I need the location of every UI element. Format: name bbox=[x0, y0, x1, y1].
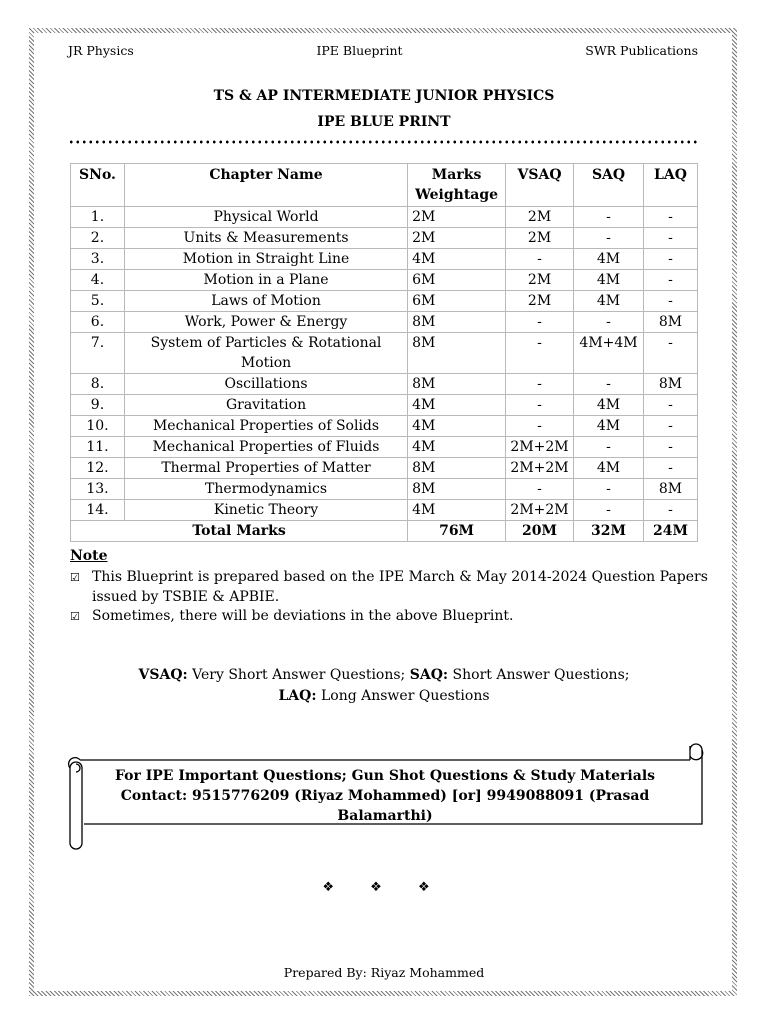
cell-marks: 4M bbox=[408, 416, 506, 437]
contact-line-2: Contact: 9515776209 (Riyaz Mohammed) [or] 9949088091 (Prasad Balamarthi) bbox=[120, 788, 650, 824]
cell-laq: - bbox=[644, 395, 698, 416]
cell-sno: 7. bbox=[71, 333, 125, 374]
cell-sno: 8. bbox=[71, 374, 125, 395]
cell-laq: 8M bbox=[644, 479, 698, 500]
table-row bbox=[71, 312, 698, 333]
cell-chapter: Laws of Motion bbox=[124, 291, 407, 312]
vsaq-label: VSAQ: bbox=[138, 667, 188, 683]
cell-vsaq: 2M bbox=[506, 228, 574, 249]
cell-laq: - bbox=[644, 228, 698, 249]
total-saq: 32M bbox=[574, 521, 644, 542]
table-row bbox=[71, 291, 698, 312]
cell-chapter: Units & Measurements bbox=[124, 228, 407, 249]
cell-vsaq: - bbox=[506, 312, 574, 333]
cell-chapter: Physical World bbox=[124, 207, 407, 228]
total-laq: 24M bbox=[644, 521, 698, 542]
cell-vsaq: - bbox=[506, 249, 574, 270]
cell-sno: 2. bbox=[71, 228, 125, 249]
cell-chapter: Work, Power & Energy bbox=[124, 312, 407, 333]
cell-sno: 11. bbox=[71, 437, 125, 458]
prepared-by: Prepared By: Riyaz Mohammed bbox=[283, 965, 485, 980]
note-text: Sometimes, there will be deviations in the above Blueprint. bbox=[92, 608, 514, 624]
note-heading: Note bbox=[70, 548, 108, 564]
table-row bbox=[71, 416, 698, 437]
cell-laq: - bbox=[644, 207, 698, 228]
cell-sno: 1. bbox=[71, 207, 125, 228]
cell-marks: 6M bbox=[408, 270, 506, 291]
cell-vsaq: - bbox=[506, 395, 574, 416]
table-row bbox=[71, 437, 698, 458]
cell-chapter: Motion in a Plane bbox=[124, 270, 407, 291]
table-body bbox=[71, 207, 698, 521]
saq-text: Short Answer Questions; bbox=[448, 667, 630, 683]
ornament-diamonds: ❖ ❖ ❖ bbox=[322, 880, 446, 895]
cell-chapter: System of Particles & Rotational Motion bbox=[124, 333, 407, 374]
cell-marks: 2M bbox=[408, 228, 506, 249]
table-row bbox=[71, 374, 698, 395]
note-item bbox=[70, 607, 710, 627]
cell-sno: 13. bbox=[71, 479, 125, 500]
header-right: SWR Publications bbox=[585, 43, 698, 58]
abbreviation-line-1 bbox=[0, 665, 768, 686]
cell-saq: 4M bbox=[574, 416, 644, 437]
cell-marks: 8M bbox=[408, 479, 506, 500]
cell-laq: - bbox=[644, 458, 698, 479]
cell-marks: 4M bbox=[408, 249, 506, 270]
cell-vsaq: 2M bbox=[506, 270, 574, 291]
header-center: IPE Blueprint bbox=[316, 43, 403, 58]
running-header bbox=[68, 43, 698, 58]
cell-chapter: Mechanical Properties of Fluids bbox=[124, 437, 407, 458]
cell-laq: - bbox=[644, 416, 698, 437]
abbreviation-line-2 bbox=[0, 686, 768, 707]
cell-marks: 8M bbox=[408, 333, 506, 374]
cell-marks: 8M bbox=[408, 312, 506, 333]
cell-chapter: Mechanical Properties of Solids bbox=[124, 416, 407, 437]
dotted-divider bbox=[68, 140, 700, 144]
cell-saq: - bbox=[574, 312, 644, 333]
cell-vsaq: - bbox=[506, 479, 574, 500]
cell-laq: - bbox=[644, 333, 698, 374]
cell-marks: 8M bbox=[408, 458, 506, 479]
cell-marks: 4M bbox=[408, 437, 506, 458]
cell-laq: - bbox=[644, 270, 698, 291]
cell-saq: 4M bbox=[574, 395, 644, 416]
cell-saq: - bbox=[574, 437, 644, 458]
cell-sno: 4. bbox=[71, 270, 125, 291]
cell-laq: 8M bbox=[644, 312, 698, 333]
cell-laq: - bbox=[644, 500, 698, 521]
cell-chapter: Kinetic Theory bbox=[124, 500, 407, 521]
cell-marks: 4M bbox=[408, 500, 506, 521]
cell-laq: - bbox=[644, 437, 698, 458]
header-left: JR Physics bbox=[68, 43, 134, 58]
contact-line-1: For IPE Important Questions; Gun Shot Questions & Study Materials bbox=[114, 768, 656, 784]
col-header-saq: SAQ bbox=[574, 164, 644, 207]
contact-banner bbox=[100, 766, 670, 826]
document-subtitle: IPE BLUE PRINT bbox=[317, 114, 451, 130]
col-header-marks: Marks Weightage bbox=[408, 164, 506, 207]
cell-chapter: Thermodynamics bbox=[124, 479, 407, 500]
cell-chapter: Motion in Straight Line bbox=[124, 249, 407, 270]
cell-sno: 10. bbox=[71, 416, 125, 437]
cell-vsaq: 2M+2M bbox=[506, 437, 574, 458]
table-row bbox=[71, 395, 698, 416]
checkbox-icon: ☑ bbox=[70, 610, 80, 623]
cell-vsaq: 2M+2M bbox=[506, 458, 574, 479]
table-row bbox=[71, 228, 698, 249]
table-row bbox=[71, 479, 698, 500]
cell-saq: 4M bbox=[574, 270, 644, 291]
note-text: This Blueprint is prepared based on the IPE March & May 2014-2024 Question Papers issued by TSBIE & APBIE. bbox=[92, 569, 708, 605]
cell-vsaq: - bbox=[506, 416, 574, 437]
cell-sno: 14. bbox=[71, 500, 125, 521]
cell-laq: - bbox=[644, 249, 698, 270]
saq-label: SAQ: bbox=[409, 667, 449, 683]
col-header-vsaq: VSAQ bbox=[506, 164, 574, 207]
note-list bbox=[70, 568, 710, 627]
cell-saq: 4M bbox=[574, 249, 644, 270]
cell-saq: 4M bbox=[574, 458, 644, 479]
laq-text: Long Answer Questions bbox=[316, 688, 490, 704]
cell-marks: 8M bbox=[408, 374, 506, 395]
col-header-chapter: Chapter Name bbox=[124, 164, 407, 207]
vsaq-text: Very Short Answer Questions; bbox=[187, 667, 410, 683]
cell-vsaq: 2M bbox=[506, 291, 574, 312]
checkbox-icon: ☑ bbox=[70, 571, 80, 584]
cell-vsaq: 2M bbox=[506, 207, 574, 228]
cell-saq: 4M+4M bbox=[574, 333, 644, 374]
table-row bbox=[71, 333, 698, 374]
cell-chapter: Oscillations bbox=[124, 374, 407, 395]
cell-vsaq: - bbox=[506, 333, 574, 374]
cell-saq: 4M bbox=[574, 291, 644, 312]
total-marks: 76M bbox=[408, 521, 506, 542]
table-header-row bbox=[71, 164, 698, 207]
cell-saq: - bbox=[574, 207, 644, 228]
cell-sno: 9. bbox=[71, 395, 125, 416]
cell-sno: 5. bbox=[71, 291, 125, 312]
total-row bbox=[71, 521, 698, 542]
table-row bbox=[71, 207, 698, 228]
total-vsaq: 20M bbox=[506, 521, 574, 542]
cell-sno: 6. bbox=[71, 312, 125, 333]
cell-sno: 3. bbox=[71, 249, 125, 270]
table-row bbox=[71, 500, 698, 521]
cell-vsaq: - bbox=[506, 374, 574, 395]
blueprint-table bbox=[70, 163, 698, 542]
cell-saq: - bbox=[574, 374, 644, 395]
table-row bbox=[71, 270, 698, 291]
cell-chapter: Gravitation bbox=[124, 395, 407, 416]
total-label: Total Marks bbox=[71, 521, 408, 542]
cell-saq: - bbox=[574, 228, 644, 249]
cell-laq: - bbox=[644, 291, 698, 312]
table-row bbox=[71, 249, 698, 270]
col-header-sno: SNo. bbox=[71, 164, 125, 207]
document-title: TS & AP INTERMEDIATE JUNIOR PHYSICS bbox=[213, 88, 555, 104]
cell-chapter: Thermal Properties of Matter bbox=[124, 458, 407, 479]
cell-vsaq: 2M+2M bbox=[506, 500, 574, 521]
cell-saq: - bbox=[574, 500, 644, 521]
cell-laq: 8M bbox=[644, 374, 698, 395]
cell-marks: 2M bbox=[408, 207, 506, 228]
cell-marks: 4M bbox=[408, 395, 506, 416]
col-header-laq: LAQ bbox=[644, 164, 698, 207]
note-item bbox=[70, 568, 710, 607]
table-row bbox=[71, 458, 698, 479]
cell-saq: - bbox=[574, 479, 644, 500]
laq-label: LAQ: bbox=[278, 688, 317, 704]
cell-sno: 12. bbox=[71, 458, 125, 479]
cell-marks: 6M bbox=[408, 291, 506, 312]
